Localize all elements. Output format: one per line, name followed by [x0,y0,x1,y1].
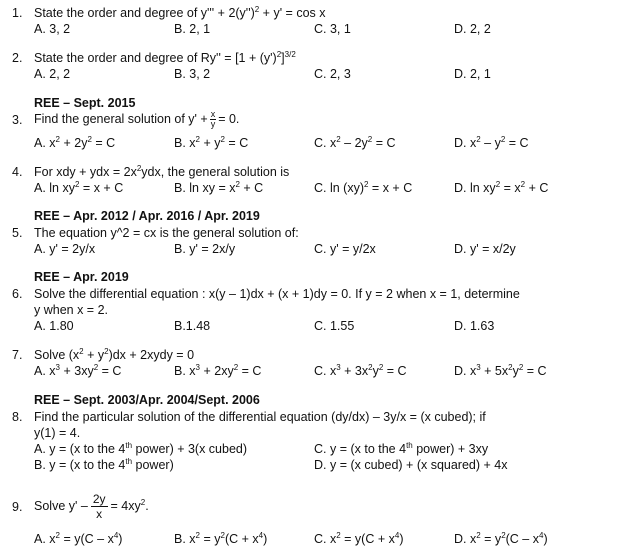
option-c: C. $x^3 + 3x^2y^2 = C$ [314,363,407,378]
option-a: A. 2, 2 [34,67,71,81]
section-heading: REE – Sept. 2003/Apr. 2004/Sept. 2006 [34,393,260,407]
option-b: B.1.48 [174,319,211,333]
option-a: A. $\ln xy^2 = x + C$ [34,180,124,195]
question-number: 2. [12,51,23,65]
question-number: 3. [12,113,23,127]
question-number: 7. [12,348,23,362]
option-c: C. 1.55 [314,319,355,333]
question-9 [12,492,149,521]
question-number: 1. [12,6,23,20]
option-b: B. $x^3 + 2xy^2 = C$ [174,363,262,378]
option-a: A. $x^2 + 2y^2 = C$ [34,135,116,150]
question-text-continued: y(1) = 4. [34,426,81,440]
question-number: 9. [12,500,23,514]
question-text: Solve $(x^2 + y^2)dx$ + 2xydy = 0 [34,347,195,362]
option-b: B. $x^2 + y^2 = C$ [174,135,249,150]
option-b: B. 2, 1 [174,22,211,36]
option-c: C. $x^2 = y(C + x^4)$ [314,531,404,546]
option-a: A. 1.80 [34,319,74,333]
option-c: C. 3, 1 [314,22,351,36]
question-text: Solve the differential equation : x(y – 1)dx + (x + 1)dy = 0. If y = 2 when x = 1, determine [34,287,520,301]
question-number: 8. [12,410,23,424]
option-d: D. y' = x/2y [454,242,516,256]
option-d: D. $x^2 - y^2 = C$ [454,135,529,150]
option-d: D. 1.63 [454,319,495,333]
question-text: For xdy + ydx = $2x^2ydx$, the general solution is [34,164,290,179]
question-2 [12,50,296,65]
option-d: D. 2, 2 [454,22,491,36]
option-c: C. $x^2 - 2y^2 = C$ [314,135,396,150]
question-text: State the order and degree of $Ry'' = [1 + (y')^2]^{3/2}$ [34,50,296,65]
option-c: C. 2, 3 [314,67,351,81]
question-number: 6. [12,287,23,301]
question-text: The equation y^2 = cx is the general solution of: [34,226,299,240]
option-b: B. y' = 2x/y [174,242,236,256]
option-d: D. $x^2 = y^2(C - x^4)$ [454,531,548,546]
question-number: 5. [12,226,23,240]
question-text: State the order and degree of $y''' + 2(y'')^2 + y' = \cos x$ [34,5,326,20]
option-d: D. $\ln xy^2 = x^2 + C$ [454,180,549,195]
question-7 [12,347,195,362]
option-d: D. y = (x cubed) + (x squared) + 4x [314,458,508,472]
question-text: Solve y' – $\frac{2y}{x}$ = $4xy^2$. [34,492,149,521]
question-4 [12,164,290,179]
option-a: A. 3, 2 [34,22,71,36]
option-d: D. $x^3 + 5x^2y^2 = C$ [454,363,547,378]
question-6 [12,287,520,301]
option-a: A. y = (x to the 4th power) + 3(x cubed) [34,441,248,456]
question-8 [12,410,486,424]
option-a: A. $x^3 + 3xy^2 = C$ [34,363,122,378]
option-b: B. y = (x to the 4th power) [34,457,174,472]
question-1 [12,5,326,20]
question-number: 4. [12,165,23,179]
question-text: Find the general solution of y' + $\frac{x}{y}$ = 0. [34,109,240,129]
section-heading: REE – Apr. 2012 / Apr. 2016 / Apr. 2019 [34,209,260,223]
option-a: A. y' = 2y/x [34,242,96,256]
option-a: A. $x^2 = y(C - x^4)$ [34,531,123,546]
option-b: B. ln xy = $x^2 + C$ [174,180,264,195]
question-text-continued: y when x = 2. [34,303,108,317]
option-b: B. 3, 2 [174,67,211,81]
question-5 [12,226,299,240]
option-c: C. ln (xy)$^2$ = x + C [314,180,413,195]
question-text: Find the particular solution of the differential equation (dy/dx) – 3y/x = (x cubed); if [34,410,486,424]
section-heading: REE – Sept. 2015 [34,96,136,110]
option-c: C. y = (x to the 4th power) + 3xy [314,441,489,456]
question-3 [12,109,240,129]
option-c: C. y' = y/2x [314,242,376,256]
section-heading: REE – Apr. 2019 [34,270,129,284]
option-d: D. 2, 1 [454,67,491,81]
option-b: B. $x^2 = y^2(C + x^4)$ [174,531,268,546]
